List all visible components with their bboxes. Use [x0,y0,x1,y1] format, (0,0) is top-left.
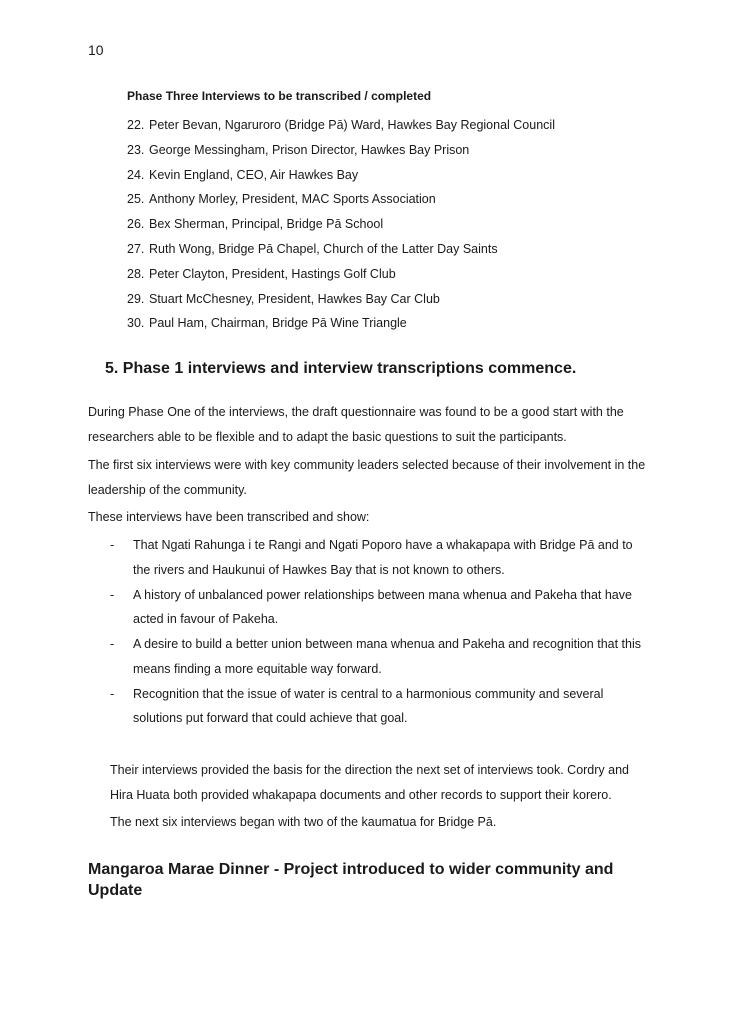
list-number: 28. [127,266,145,281]
list-item [0,313,731,338]
bullet-text: Recognition that the issue of water is central to a harmonious community and several solutions put forward that could achieve that goal. [133,686,604,725]
list-number: 27. [127,241,145,256]
list-item [0,533,731,583]
list-number: 26. [127,217,145,232]
list-text: Peter Clayton, President, Hastings Golf Club [149,266,396,281]
paragraph: During Phase One of the interviews, the draft questionnaire was found to be a good start with the researchers able to be flexible and to adapt the basic questions to suit the participants. [88,405,624,444]
list-item [0,165,731,190]
list-item [0,239,731,264]
list-number: 24. [127,167,145,182]
bullet-text: A history of unbalanced power relationships between mana whenua and Pakeha that have acted in favour of Pakeha. [133,587,632,626]
next-section-heading: Mangaroa Marae Dinner - Project introduced to wider community and Update [88,861,614,899]
bullet-text: A desire to build a better union between mana whenua and Pakeha and recognition that this means finding a more equitable way forward. [133,637,641,676]
bullet-text: That Ngati Rahunga i te Rangi and Ngati Poporo have a whakapapa with Bridge Pā and to the rivers and Haukunui of Hawkes Bay that is not known to others. [133,538,633,577]
list-item [0,264,731,289]
list-text: Bex Sherman, Principal, Bridge Pā School [149,217,384,232]
paragraph: These interviews have been transcribed and show: [88,510,370,524]
section-heading: 5. Phase 1 interviews and interview transcriptions commence. [105,360,577,377]
list-text: Peter Bevan, Ngaruroro (Bridge Pā) Ward, Hawkes Bay Regional Council [149,118,555,132]
paragraph: The first six interviews were with key community leaders selected because of their involvement in the leadership of the community. [88,458,646,497]
bullet-dash: - [110,686,115,701]
list-item [0,189,731,214]
list-text: Kevin England, CEO, Air Hawkes Bay [149,167,359,182]
list-text: George Messingham, Prison Director, Hawkes Bay Prison [149,142,470,157]
findings-list [0,533,731,731]
bullet-dash: - [110,637,115,651]
list-item [0,583,731,633]
list-number: 29. [127,291,145,306]
list-item [0,115,731,140]
list-number: 30. [127,316,145,331]
list-number: 23. [127,142,145,157]
list-item [0,214,731,239]
paragraph: The next six interviews began with two of the kaumatua for Bridge Pā. [110,815,497,829]
phase-three-heading: Phase Three Interviews to be transcribed / completed [127,89,432,103]
list-text: Anthony Morley, President, MAC Sports Association [149,192,436,207]
paragraph: Their interviews provided the basis for the direction the next set of interviews took. Cordry and Hira Huata both provided whakapapa documents and other records to support their korero. [110,763,630,802]
list-text: Paul Ham, Chairman, Bridge Pā Wine Triangle [149,316,407,331]
list-item [0,682,731,732]
list-text: Stuart McChesney, President, Hawkes Bay Car Club [149,291,440,306]
bullet-dash: - [110,538,115,552]
list-text: Ruth Wong, Bridge Pā Chapel, Church of the Latter Day Saints [149,241,498,256]
page-number: 10 [88,42,104,58]
list-number: 22. [127,118,145,132]
list-item [0,289,731,314]
list-item [0,632,731,682]
list-number: 25. [127,192,145,207]
interview-list [0,115,731,338]
bullet-dash: - [110,587,115,602]
list-item [0,140,731,165]
